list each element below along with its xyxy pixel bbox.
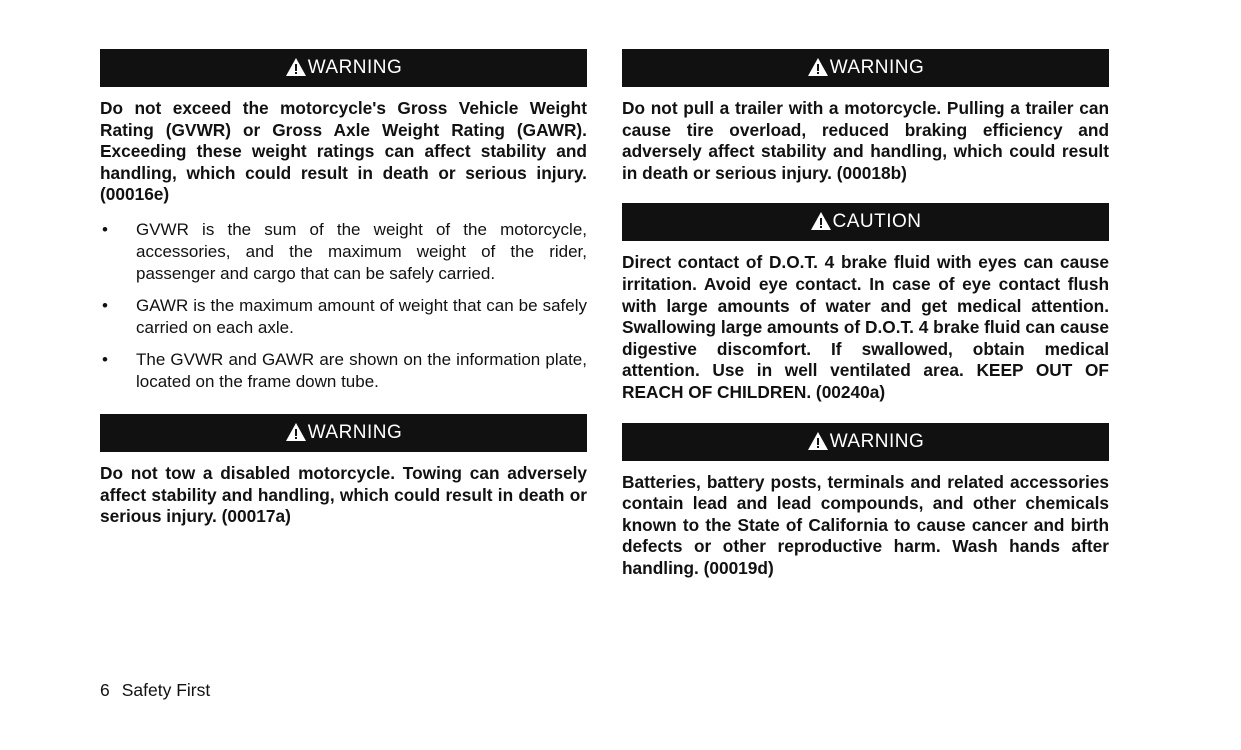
bullet-list (100, 219, 587, 393)
banner-label: WARNING (829, 57, 925, 78)
bullet-text: The GVWR and GAWR are shown on the information plate, located on the frame down tube. (136, 349, 587, 391)
bullet-marker: • (102, 295, 108, 315)
warning-banner (622, 423, 1109, 461)
bullet-marker: • (102, 219, 108, 239)
banner-label: WARNING (307, 421, 403, 443)
warning-triangle-icon (285, 57, 307, 77)
warning-banner (622, 49, 1109, 87)
page-number: 6 (100, 680, 110, 700)
warning-text: Batteries, battery posts, terminals and related accessories contain lead and lead compounds, and other chemicals known to the State of California to cause cancer and birth defects or other reproductive harm. Wash hands after handling. (00019d) (622, 471, 1109, 578)
right-column (622, 49, 1109, 580)
caution-banner (622, 203, 1109, 241)
bullet-text: GAWR is the maximum amount of weight that can be safely carried on each axle. (136, 295, 587, 337)
warning-text: Do not pull a trailer with a motorcycle. Pulling a trailer can cause tire overload, reduced braking efficiency and adversely affect stability and handling, which could result in death or serious injury. (00018b) (622, 98, 1109, 183)
banner-label: WARNING (829, 430, 925, 452)
warning-triangle-icon (807, 431, 829, 451)
warning-text: Do not tow a disabled motorcycle. Towing can adversely affect stability and handling, which could result in death or serious injury. (00017a) (100, 462, 587, 527)
section-title: Safety First (121, 680, 211, 700)
banner-label: CAUTION (832, 211, 922, 233)
list-item (100, 295, 587, 339)
left-column (100, 49, 587, 528)
caution-text: Direct contact of D.O.T. 4 brake fluid with eyes can cause irritation. Avoid eye contact. In case of eye contact flush with large amounts of water and get medical attention. Swallowing large amounts of D.O.T. 4 brake fluid can cause digestive discomfort. If swallowed, obtain medical attention. Use in well ventilated area. KEEP OUT OF REACH OF CHILDREN. (00240a) (622, 252, 1109, 402)
warning-triangle-icon (285, 422, 307, 442)
warning-text: Do not exceed the motorcycle's Gross Vehicle Weight Rating (GVWR) or Gross Axle Weight Rating (GAWR). Exceeding these weight ratings can affect stability and handling, which could result in death or serious injury. (00016e) (100, 98, 587, 205)
bullet-marker: • (102, 349, 108, 369)
warning-triangle-icon (810, 211, 832, 231)
warning-banner (100, 49, 587, 87)
warning-triangle-icon (807, 57, 829, 77)
bullet-text: GVWR is the sum of the weight of the motorcycle, accessories, and the maximum weight of the rider, passenger and cargo that can be safely carried. (136, 219, 587, 283)
warning-banner (100, 414, 587, 452)
banner-label: WARNING (307, 57, 403, 78)
list-item (100, 349, 587, 393)
list-item (100, 219, 587, 285)
page-footer (100, 680, 222, 701)
